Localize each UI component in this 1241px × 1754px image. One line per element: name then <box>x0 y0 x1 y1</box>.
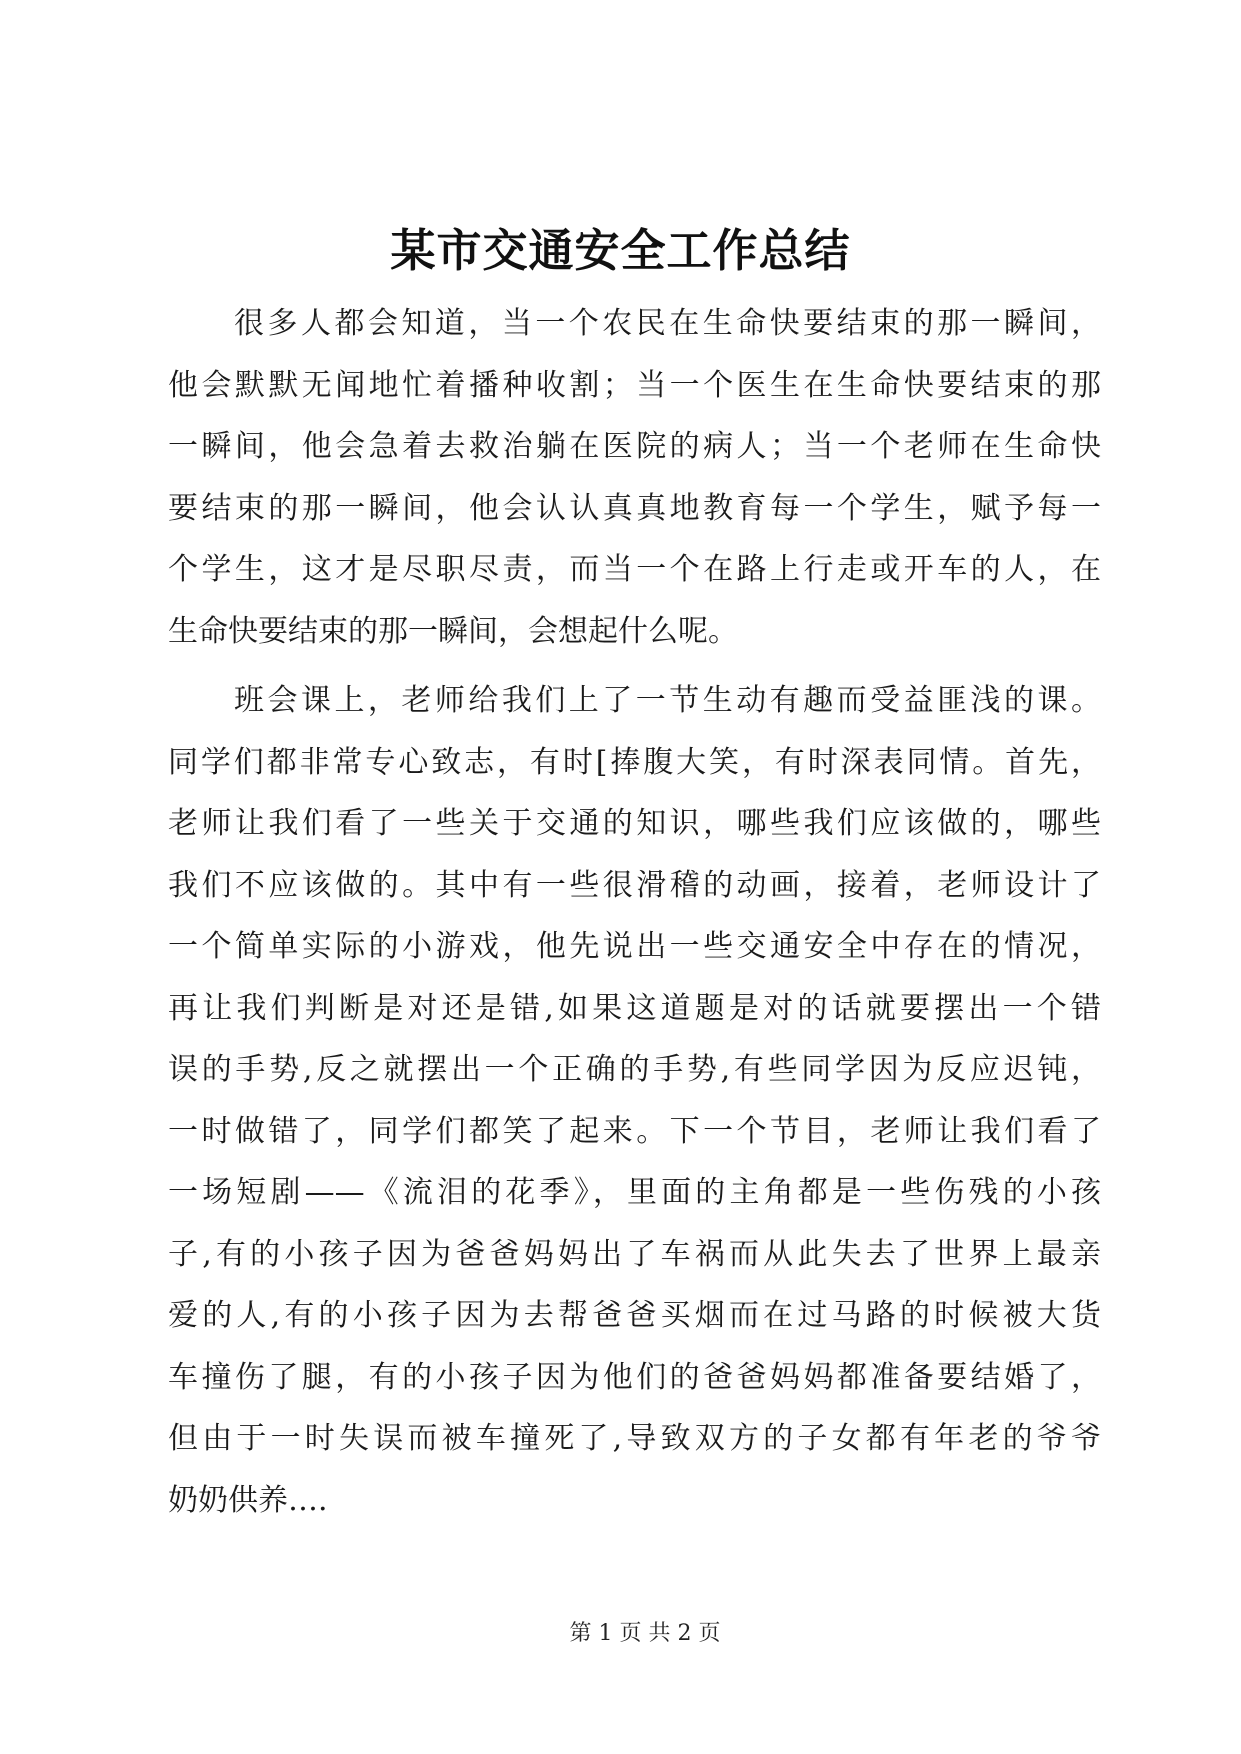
paragraph-line: 误的手势,反之就摆出一个正确的手势,有些同学因为反应迟钝， <box>168 1052 1101 1087</box>
paragraph-line: 一时做错了，同学们都笑了起来。下一个节目，老师让我们看了 <box>168 1113 1101 1149</box>
paragraph-line: 老师让我们看了一些关于交通的知识，哪些我们应该做的，哪些 <box>168 806 1101 841</box>
paragraph-line: 班会课上，老师给我们上了一节生动有趣而受益匪浅的课。 <box>234 683 1101 718</box>
paragraph-line: 要结束的那一瞬间，他会认认真真地教育每一个学生，赋予每一 <box>168 490 1101 526</box>
document-title: 某市交通安全工作总结 <box>390 224 851 277</box>
paragraph-line: 一场短剧——《流泪的花季》，里面的主角都是一些伤残的小孩 <box>168 1175 1101 1210</box>
paragraph-line: 再让我们判断是对还是错,如果这道题是对的话就要摆出一个错 <box>168 990 1101 1026</box>
paragraph-2 <box>168 670 1101 1531</box>
paragraph-line: 一瞬间，他会急着去救治躺在医院的病人；当一个老师在生命快 <box>168 429 1101 464</box>
paragraph-line: 个学生，这才是尽职尽责，而当一个在路上行走或开车的人，在 <box>168 552 1101 587</box>
paragraph-1 <box>168 293 1101 662</box>
paragraph-line: 很多人都会知道，当一个农民在生命快要结束的那一瞬间， <box>234 306 1101 341</box>
paragraph-line: 车撞伤了腿，有的小孩子因为他们的爸爸妈妈都准备要结婚了， <box>168 1359 1101 1395</box>
paragraph-line: 一个简单实际的小游戏，他先说出一些交通安全中存在的情况， <box>168 929 1101 964</box>
paragraph-line: 他会默默无闻地忙着播种收割；当一个医生在生命快要结束的那 <box>168 367 1101 403</box>
paragraph-line: 奶奶供养…. <box>168 1482 328 1518</box>
paragraph-line: 子,有的小孩子因为爸爸妈妈出了车祸而从此失去了世界上最亲 <box>168 1236 1101 1272</box>
paragraph-line: 我们不应该做的。其中有一些很滑稽的动画，接着，老师设计了 <box>168 867 1101 903</box>
paragraph-line: 生命快要结束的那一瞬间，会想起什么呢。 <box>168 613 738 649</box>
paragraph-line: 同学们都非常专心致志，有时[捧腹大笑，有时深表同情。首先， <box>168 744 1101 780</box>
paragraph-line: 但由于一时失误而被车撞死了,导致双方的子女都有年老的爷爷 <box>168 1421 1101 1456</box>
paragraph-line: 爱的人,有的小孩子因为去帮爸爸买烟而在过马路的时候被大货 <box>168 1298 1101 1333</box>
page-number-footer: 第 1 页 共 2 页 <box>569 1621 721 1646</box>
